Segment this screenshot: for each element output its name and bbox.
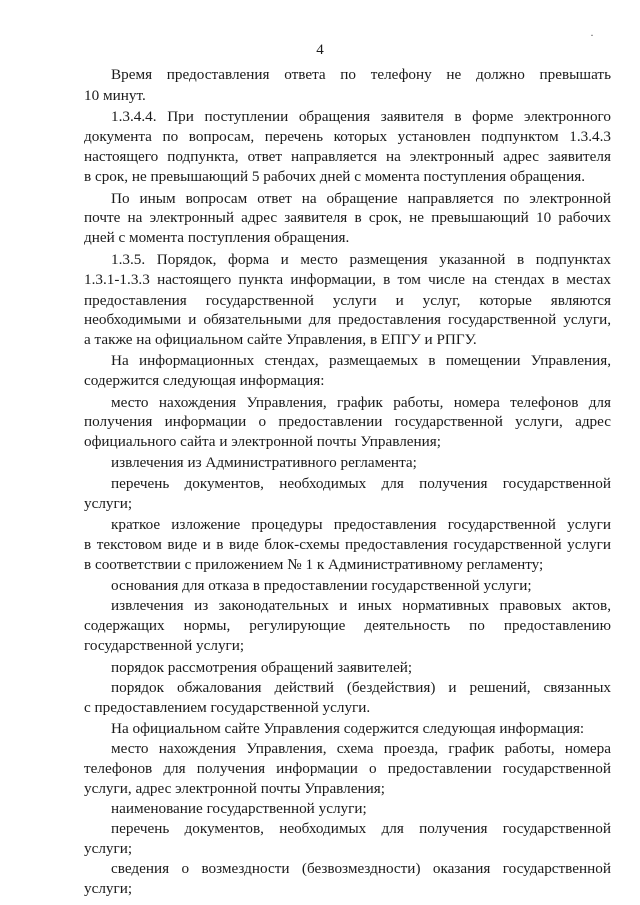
corner-mark: · xyxy=(590,28,594,42)
text-line: почте на электронный адрес заявителя в срок, не превышающий 10 рабочих xyxy=(84,209,611,226)
text-line: наименование государственной услуги; xyxy=(111,800,367,817)
text-line: 1.3.5. Порядок, форма и место размещения указанной в подпунктах xyxy=(111,251,611,268)
text-line: в текстовом виде и в виде блок-схемы предоставления государственной услуги xyxy=(84,536,611,553)
text-line: перечень документов, необходимых для получения государственной xyxy=(111,475,611,492)
text-line: На официальном сайте Управления содержится следующая информация: xyxy=(111,720,585,737)
text-line: 10 минут. xyxy=(84,87,146,104)
text-line: основания для отказа в предоставлении государственной услуги; xyxy=(111,577,532,594)
text-line: 1.3.4.4. При поступлении обращения заявителя в форме электронного xyxy=(111,108,611,125)
text-line: 1.3.1-1.3.3 настоящего пункта информации, в том числе на стендах в местах xyxy=(84,271,611,288)
text-line: Время предоставления ответа по телефону не должно превышать xyxy=(111,66,611,83)
text-line: извлечения из Административного регламента; xyxy=(111,454,417,471)
text-line: получения информации о предоставлении государственной услуги, адрес xyxy=(84,413,611,430)
text-line: порядок обжалования действий (бездействия) и решений, связанных xyxy=(111,679,611,696)
text-line: в соответствии с приложением № 1 к Административному регламенту; xyxy=(84,556,544,573)
text-line: По иным вопросам ответ на обращение направляется по электронной xyxy=(111,190,611,207)
text-line: настоящего подпункта, ответ направляется на электронный адрес заявителя xyxy=(84,148,611,165)
text-line: с предоставлением государственной услуги. xyxy=(84,699,371,716)
text-line: государственной услуги; xyxy=(84,637,245,654)
text-line: сведения о возмездности (безвозмездности) оказания государственной xyxy=(111,860,611,877)
text-line: место нахождения Управления, график работы, номера телефонов для xyxy=(111,394,611,411)
text-line: а также на официальном сайте Управления, в ЕПГУ и РПГУ. xyxy=(84,331,477,348)
text-line: услуги; xyxy=(84,880,133,897)
text-line: На информационных стендах, размещаемых в помещении Управления, xyxy=(111,352,611,369)
text-line: документа по вопросам, перечень которых установлен подпунктом 1.3.4.3 xyxy=(84,128,611,145)
text-line: место нахождения Управления, схема проезда, график работы, номера xyxy=(111,740,611,757)
text-line: порядок рассмотрения обращений заявителей; xyxy=(111,659,413,676)
text-line: телефонов для получения информации о предоставлении государственной xyxy=(84,760,611,777)
text-line: услуги; xyxy=(84,495,133,512)
text-line: необходимыми и обязательными для предоставления государственной услуги, xyxy=(84,311,611,328)
text-line: содержится следующая информация: xyxy=(84,372,325,389)
text-line: краткое изложение процедуры предоставления государственной услуги xyxy=(111,516,611,533)
text-line: услуги, адрес электронной почты Управления; xyxy=(84,780,385,797)
text-line: в срок, не превышающий 5 рабочих дней с момента поступления обращения. xyxy=(84,168,586,185)
text-line: услуги; xyxy=(84,840,133,857)
text-line: содержащих нормы, регулирующие деятельность по предоставлению xyxy=(84,617,611,634)
text-line: предоставления государственной услуги и услуг, которые являются xyxy=(84,292,611,309)
text-line: перечень документов, необходимых для получения государственной xyxy=(111,820,611,837)
text-line: извлечения из законодательных и иных нормативных правовых актов, xyxy=(111,597,611,614)
text-line: дней с момента поступления обращения. xyxy=(84,229,350,246)
text-line: официального сайта и электронной почты Управления; xyxy=(84,433,442,450)
page-number: 4 xyxy=(316,42,324,58)
